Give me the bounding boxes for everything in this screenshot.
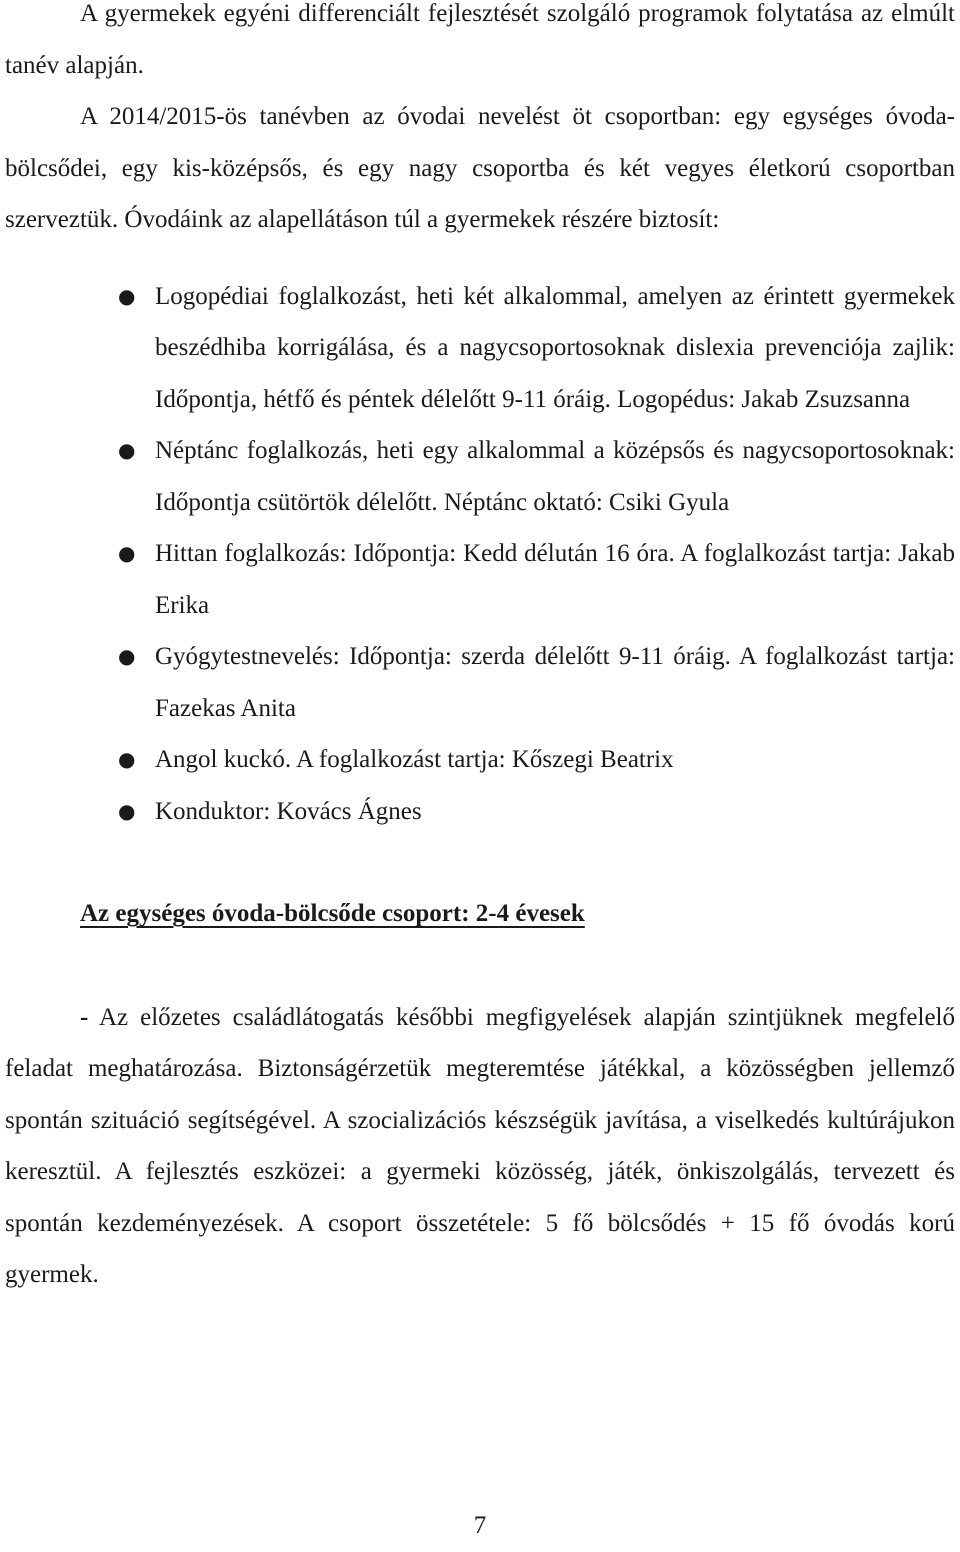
bullet-icon: ● xyxy=(118,798,136,823)
section-heading: Az egységes óvoda-bölcsőde csoport: 2-4 évesek xyxy=(80,900,585,927)
dash-marker: - xyxy=(80,1003,89,1031)
bullet-icon: ● xyxy=(118,541,136,565)
page-number: 7 xyxy=(473,1512,487,1539)
list-item xyxy=(118,631,955,734)
bullet-icon: ● xyxy=(118,644,136,668)
bullet-icon: ● xyxy=(118,438,136,462)
section-paragraph-text: Az előzetes családlátogatás későbbi megfigyelések alapján szintjüknek megfelelő feladat meghatározása. Biztonságérzetük megteremtése játékkal, a közösségben jellemző spontán szituáció segítségével. A szocializációs készségük javítása, a viselkedés kultúrájukon keresztül. A fejlesztés eszközei: a gyermeki közösség, játék, önkiszolgálás, tervezett és spontán kezdeményezések. A csoport összetétele: 5 fő bölcsődés + 15 fő óvodás korú gyermek. xyxy=(5,1003,955,1288)
list-item xyxy=(118,734,955,786)
services-list xyxy=(5,271,955,838)
program-paragraph: A 2014/2015-ös tanévben az óvodai nevelést öt csoportban: egy egységes óvoda-bölcsődei, egy kis-középsős, és egy nagy csoportba és két vegyes életkorú csoportban szerveztük. Óvodáink az alapellátáson túl a gyermekek részére biztosít: xyxy=(5,103,955,233)
list-item-text: Angol kuckó. A foglalkozást tartja: Kőszegi Beatrix xyxy=(155,746,674,773)
list-item-text: Logopédiai foglalkozást, heti két alkalommal, amelyen az érintett gyermekek beszédhiba korrigálása, és a nagycsoportosoknak dislexia prevenciója zajlik: Időpontja, hétfő és péntek délelőtt 9-11 óráig. Logopédus: Jakab Zsuzsanna xyxy=(155,282,955,413)
list-item xyxy=(118,271,955,426)
section-paragraph xyxy=(5,992,955,1301)
list-item-text: Néptánc foglalkozás, heti egy alkalommal a középsős és nagycsoportosoknak: Időpontja csütörtök délelőtt. Néptánc oktató: Csiki Gyula xyxy=(155,437,955,516)
list-item xyxy=(118,425,955,528)
document-page xyxy=(5,0,955,1301)
intro-paragraph: A gyermekek egyéni differenciált fejlesztését szolgáló programok folytatása az elmúlt tanév alapján. xyxy=(5,0,955,79)
list-item xyxy=(118,786,955,838)
bullet-icon: ● xyxy=(118,747,136,771)
list-item-text: Konduktor: Kovács Ágnes xyxy=(155,797,422,825)
list-item xyxy=(118,528,955,631)
list-item-text: Hittan foglalkozás: Időpontja: Kedd délután 16 óra. A foglalkozást tartja: Jakab Erika xyxy=(155,540,955,619)
list-item-text: Gyógytestnevelés: Időpontja: szerda délelőtt 9-11 óráig. A foglalkozást tartja: Fazekas Anita xyxy=(155,643,955,722)
bullet-icon: ● xyxy=(118,283,136,308)
